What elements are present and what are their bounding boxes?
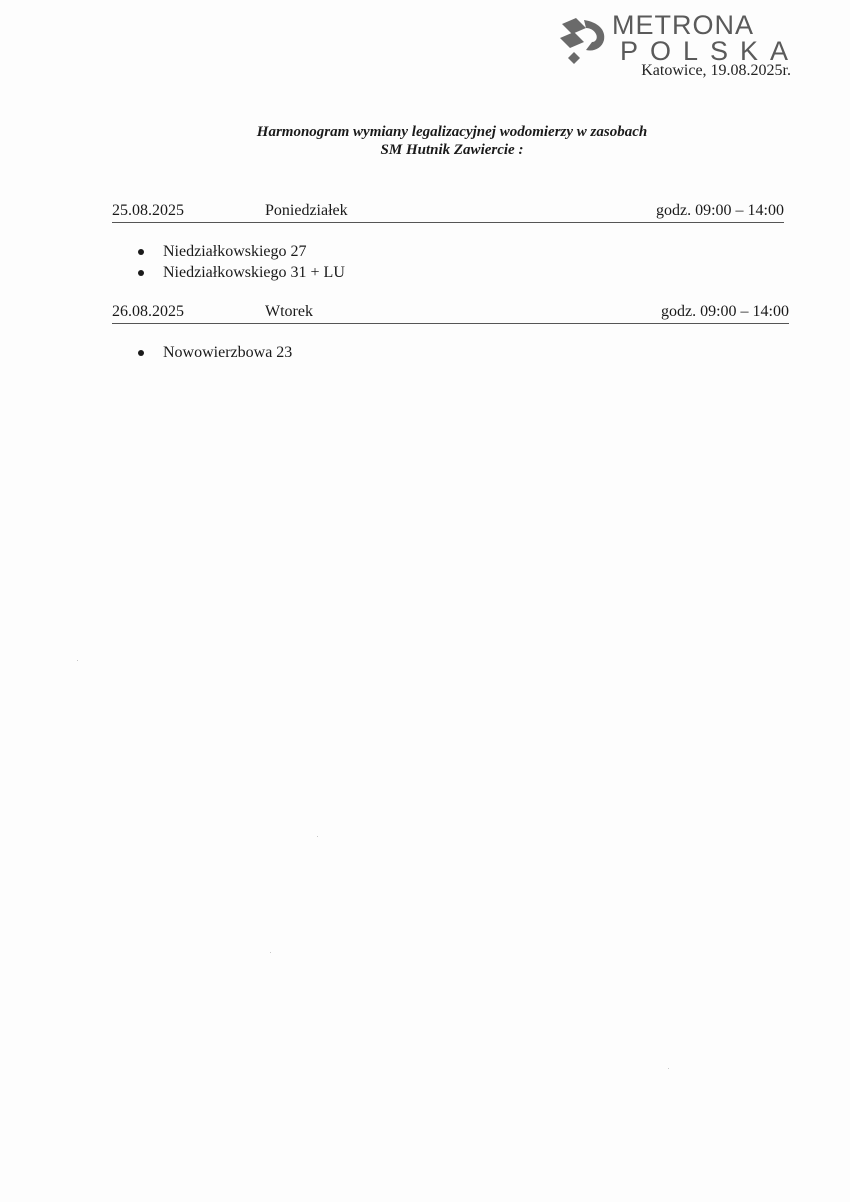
logo-text-line1: METRONA [612,10,754,40]
scan-speck [317,836,318,837]
document-title-line2: SM Hutnik Zawiercie : [380,142,524,158]
list-item [138,342,292,363]
address-text: Niedziałkowskiego 27 [163,243,307,260]
address-text: Niedziałkowskiego 31 + LU [163,264,345,281]
schedule-weekday: Poniedziałek [265,202,348,219]
address-text: Nowowierzbowa 23 [163,344,293,361]
list-item [138,262,345,283]
metrona-logo [558,10,801,68]
schedule-hours: godz. 09:00 – 14:00 [656,202,784,219]
metrona-emblem-icon [558,14,610,66]
place-date: Katowice, 19.08.2025r. [641,62,791,79]
list-item [138,241,345,262]
schedule-hours: godz. 09:00 – 14:00 [661,303,789,320]
schedule-date: 25.08.2025 [112,202,184,219]
schedule-day-row [112,303,789,324]
scan-speck [668,1068,669,1069]
document-title-line1: Harmonogram wymiany legalizacyjnej wodomierzy w zasobach [256,124,648,140]
address-list [138,241,345,283]
scan-speck [270,952,271,953]
bullet-icon [138,270,144,276]
schedule-day-row [112,202,784,223]
address-list [138,342,292,363]
schedule-date: 26.08.2025 [112,303,184,320]
bullet-icon [138,249,144,255]
schedule-weekday: Wtorek [265,303,313,320]
scan-speck [77,660,78,661]
logo-text-line2: POLSKA [620,36,801,66]
bullet-icon [138,350,144,356]
